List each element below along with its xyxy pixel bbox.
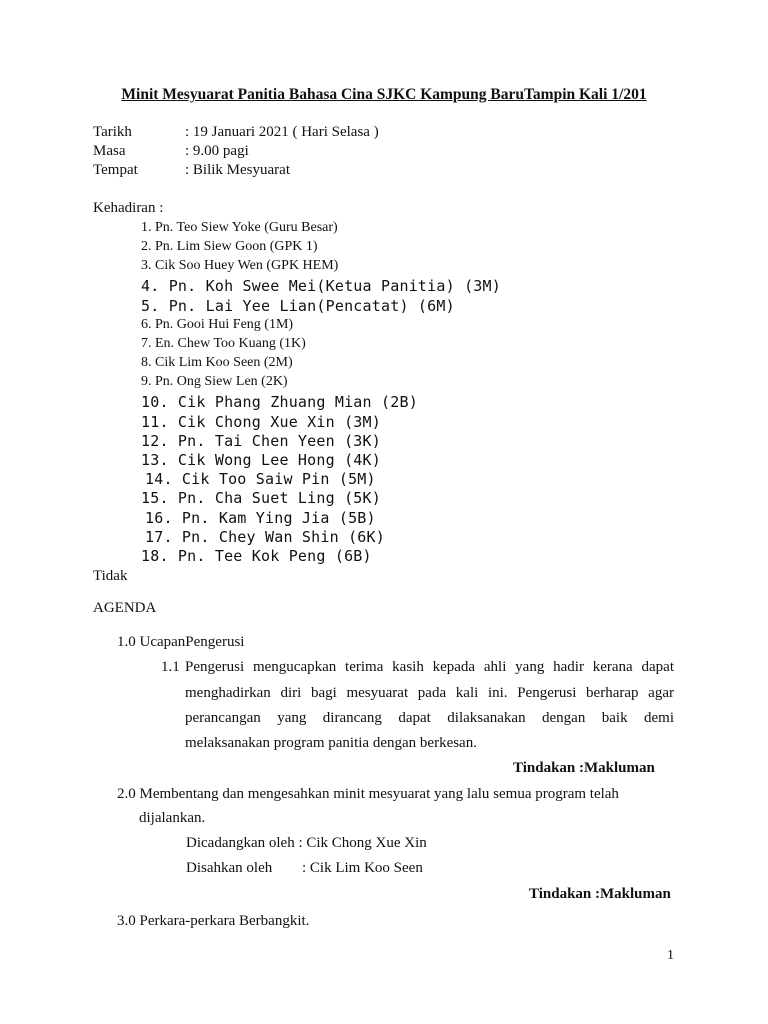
agenda-item-1-heading: 1.0 UcapanPengerusi xyxy=(117,634,245,650)
date-label: Tarikh xyxy=(93,124,132,140)
attendee-item: 8. Cik Lim Koo Seen (2M) xyxy=(141,355,293,370)
attendance-heading: Kehadiran : xyxy=(93,200,164,216)
agenda-item-3-heading: 3.0 Perkara-perkara Berbangkit. xyxy=(117,913,310,929)
page-number: 1 xyxy=(667,948,674,963)
time-value: : 9.00 pagi xyxy=(185,143,249,159)
place-label: Tempat xyxy=(93,162,138,178)
attendee-item: 14. Cik Too Saiw Pin (5M) xyxy=(145,470,376,488)
attendee-item: 15. Pn. Cha Suet Ling (5K) xyxy=(141,489,381,507)
date-value: : 19 Januari 2021 ( Hari Selasa ) xyxy=(185,124,379,140)
attendee-item: 1. Pn. Teo Siew Yoke (Guru Besar) xyxy=(141,220,338,235)
attendee-item: 10. Cik Phang Zhuang Mian (2B) xyxy=(141,393,418,411)
attendee-item: 3. Cik Soo Huey Wen (GPK HEM) xyxy=(141,258,339,273)
agenda-item-1-text: menghadirkan diri bagi mesyuarat pada kali ini. Pengerusi berharap agar xyxy=(185,685,674,701)
agenda-item-1-action: Tindakan :Makluman xyxy=(513,760,655,776)
approved-by-value: : Cik Lim Koo Seen xyxy=(302,860,423,876)
agenda-item-1-text: melaksanakan program panitia dengan berkesan. xyxy=(185,735,477,751)
attendee-item: 9. Pn. Ong Siew Len (2K) xyxy=(141,374,288,389)
attendee-item: 4. Pn. Koh Swee Mei(Ketua Panitia) (3M) xyxy=(141,277,501,295)
agenda-item-1-text: Pengerusi mengucapkan terima kasih kepada ahli yang hadir kerana dapat xyxy=(185,659,674,675)
agenda-item-1-subnumber: 1.1 xyxy=(161,659,180,675)
agenda-item-2-action: Tindakan :Makluman xyxy=(529,886,671,902)
absent-label: Tidak xyxy=(93,568,128,584)
attendee-item: 12. Pn. Tai Chen Yeen (3K) xyxy=(141,432,381,450)
agenda-item-2-text: 2.0 Membentang dan mengesahkan minit mesyuarat yang lalu semua program telah xyxy=(117,786,619,802)
proposed-by: Dicadangkan oleh : Cik Chong Xue Xin xyxy=(186,835,427,851)
attendee-item: 13. Cik Wong Lee Hong (4K) xyxy=(141,451,381,469)
time-label: Masa xyxy=(93,143,126,159)
attendee-item: 5. Pn. Lai Yee Lian(Pencatat) (6M) xyxy=(141,297,455,315)
attendee-item: 17. Pn. Chey Wan Shin (6K) xyxy=(145,528,385,546)
attendee-item: 6. Pn. Gooi Hui Feng (1M) xyxy=(141,317,294,332)
agenda-item-1-text: perancangan yang dirancang dapat dilaksanakan dengan baik demi xyxy=(185,710,674,726)
approved-by-label: Disahkan oleh xyxy=(186,860,273,876)
attendee-item: 7. En. Chew Too Kuang (1K) xyxy=(141,336,306,351)
agenda-heading: AGENDA xyxy=(93,600,157,616)
page-title: Minit Mesyuarat Panitia Bahasa Cina SJKC Kampung BaruTampin Kali 1/201 xyxy=(121,86,647,103)
attendee-item: 11. Cik Chong Xue Xin (3M) xyxy=(141,413,381,431)
agenda-item-2-text: dijalankan. xyxy=(139,810,206,826)
attendee-item: 18. Pn. Tee Kok Peng (6B) xyxy=(141,547,372,565)
attendee-item: 16. Pn. Kam Ying Jia (5B) xyxy=(145,509,376,527)
attendee-item: 2. Pn. Lim Siew Goon (GPK 1) xyxy=(141,239,318,254)
place-value: : Bilik Mesyuarat xyxy=(185,162,290,178)
